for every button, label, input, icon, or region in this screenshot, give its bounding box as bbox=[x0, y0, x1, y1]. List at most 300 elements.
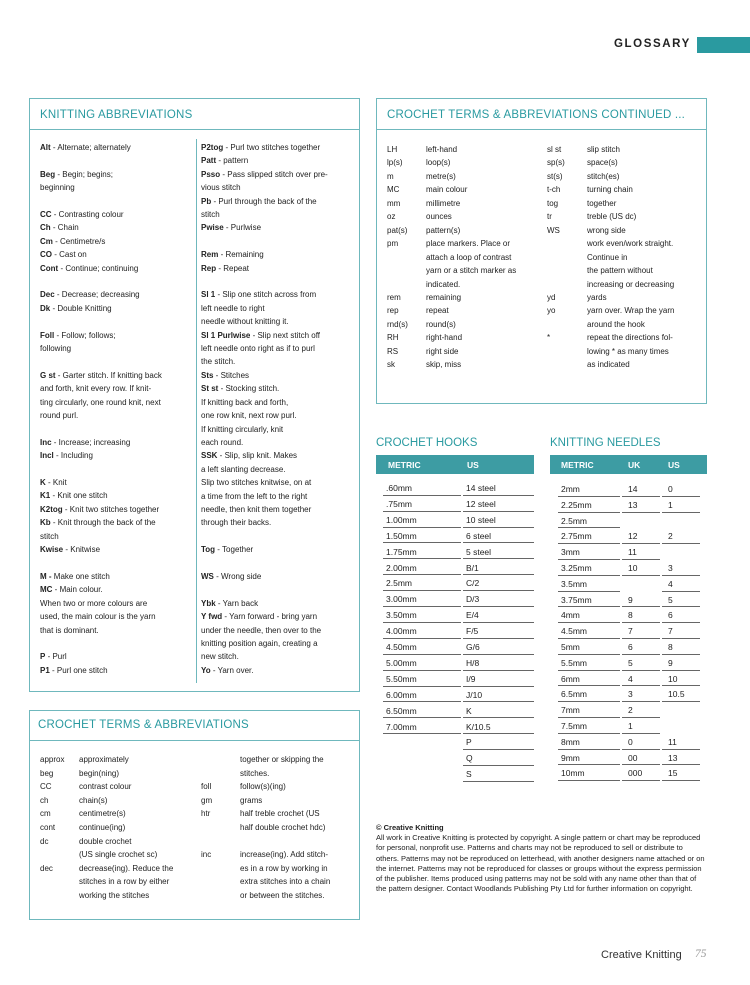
term-abbreviation: yd bbox=[547, 292, 556, 302]
term-definition: yarn over. Wrap the yarn bbox=[587, 306, 675, 316]
abbreviation-entry bbox=[201, 168, 356, 181]
table-cell: P bbox=[466, 737, 472, 748]
table-cell: 6.00mm bbox=[386, 689, 417, 700]
term-abbreviation: cont bbox=[40, 823, 56, 832]
table-cell: 6 bbox=[628, 642, 633, 652]
term-definition: indicated. bbox=[426, 279, 461, 289]
table-cell: 12 bbox=[628, 531, 638, 542]
row-underline bbox=[662, 780, 700, 781]
table-cell: 7 bbox=[628, 626, 633, 637]
term-abbreviation: dec bbox=[40, 863, 53, 873]
term-abbreviation: tog bbox=[547, 198, 559, 208]
table-row bbox=[383, 544, 534, 560]
abbreviation-entry bbox=[40, 181, 192, 194]
table-cell: 2.75mm bbox=[561, 531, 592, 542]
term-definition: lowing * as many times bbox=[587, 346, 669, 356]
abbreviation-definition: vious stitch bbox=[201, 183, 241, 193]
table-cell: 10.5 bbox=[668, 689, 685, 700]
abbreviation-entry bbox=[40, 543, 192, 556]
abbreviation-definition: If knitting back and forth, bbox=[201, 397, 289, 407]
abbreviation-definition: needle without knitting it. bbox=[201, 317, 289, 327]
term-abbreviation: cm bbox=[40, 809, 51, 819]
table-row bbox=[383, 480, 534, 496]
spacer bbox=[40, 154, 192, 167]
abbreviation-term: Sl 1 Purlwise bbox=[201, 330, 251, 340]
table-cell: C/2 bbox=[466, 578, 480, 589]
abbreviation-term: Dk bbox=[40, 303, 51, 313]
abbreviation-definition: each round. bbox=[201, 437, 244, 447]
table-cell: 1 bbox=[668, 499, 673, 510]
table-cell: 5.00mm bbox=[386, 657, 417, 668]
spacer bbox=[40, 315, 192, 328]
table-cell: 4 bbox=[628, 673, 633, 684]
abbreviation-term: CC bbox=[40, 210, 52, 219]
term-definition: millimetre bbox=[426, 198, 461, 208]
abbreviation-definition: the stitch. bbox=[201, 357, 236, 367]
abbreviation-definition: following bbox=[40, 344, 72, 354]
table-cell: 1 bbox=[628, 721, 633, 731]
table-cell: 3.5mm bbox=[561, 578, 587, 589]
table-cell: 10 bbox=[668, 673, 678, 684]
abbreviation-term: K2tog bbox=[40, 504, 63, 514]
abbreviation-entry bbox=[40, 570, 192, 583]
table-row bbox=[558, 718, 707, 734]
term-definition: grams bbox=[240, 795, 263, 805]
table-row bbox=[383, 591, 534, 607]
term-definition: metre(s) bbox=[426, 171, 456, 181]
abbreviation-definition: - Stocking stitch. bbox=[218, 384, 280, 394]
abbreviation-term: K bbox=[40, 478, 46, 488]
table-cell: 11 bbox=[668, 736, 677, 747]
term-abbreviation: rnd(s) bbox=[387, 319, 408, 329]
table-row bbox=[558, 765, 707, 781]
abbreviation-definition: round purl. bbox=[40, 411, 79, 421]
abbreviation-definition: - Purl one stitch bbox=[49, 665, 108, 675]
abbreviation-entry bbox=[201, 221, 356, 234]
abbreviation-entry bbox=[201, 476, 356, 489]
table-row bbox=[558, 497, 707, 513]
table-cell: 6 steel bbox=[466, 530, 492, 541]
table-cell: 0 bbox=[668, 484, 673, 494]
term-definition: double crochet bbox=[79, 836, 132, 846]
table-cell: Q bbox=[466, 753, 473, 764]
abbreviation-entry bbox=[40, 208, 192, 221]
table-cell: 10 steel bbox=[466, 514, 496, 525]
table-cell: 3.25mm bbox=[561, 563, 592, 573]
abbreviation-definition: - Decrease; decreasing bbox=[54, 290, 140, 300]
term-abbreviation: st(s) bbox=[547, 171, 563, 181]
term-definition: left-hand bbox=[426, 145, 458, 154]
term-abbreviation: MC bbox=[387, 185, 400, 195]
term-definition: place markers. Place or bbox=[426, 239, 511, 249]
abbreviation-entry bbox=[40, 530, 192, 543]
term-definition: centimetre(s) bbox=[79, 809, 126, 819]
table-row bbox=[558, 702, 707, 718]
abbreviation-definition: - Repeat bbox=[216, 263, 250, 273]
term-abbreviation: yo bbox=[547, 306, 556, 316]
term-definition: turning chain bbox=[587, 185, 633, 195]
abbreviation-definition: - Follow; follows; bbox=[54, 330, 116, 340]
abbreviation-term: Y fwd bbox=[201, 612, 223, 622]
table-cell: .60mm bbox=[386, 483, 412, 493]
abbreviation-entry bbox=[40, 624, 192, 637]
term-abbreviation: rem bbox=[387, 292, 401, 302]
term-definition: right side bbox=[426, 346, 459, 356]
term-definition: the pattern without bbox=[587, 266, 653, 276]
abbreviation-entry bbox=[201, 664, 356, 677]
term-definition: wrong side bbox=[587, 225, 626, 235]
table-cell: 00 bbox=[628, 752, 638, 763]
term-definition: ounces bbox=[426, 212, 452, 222]
abbreviation-entry bbox=[201, 543, 356, 556]
term-abbreviation: approx bbox=[40, 755, 65, 764]
abbreviation-entry bbox=[40, 449, 192, 462]
term-definition: together bbox=[587, 198, 617, 208]
table-row bbox=[383, 719, 534, 735]
table-cell: 3 bbox=[668, 563, 673, 573]
table-row bbox=[383, 607, 534, 623]
term-definition: yards bbox=[587, 292, 607, 302]
term-definition: increase(ing). Add stitch- bbox=[240, 850, 329, 860]
table-cell: F/5 bbox=[466, 626, 479, 637]
abbreviation-entry bbox=[40, 302, 192, 315]
abbreviation-entry bbox=[201, 637, 356, 650]
abbreviation-term: Rep bbox=[201, 263, 217, 273]
abbreviation-definition: beginning bbox=[40, 183, 75, 193]
term-definition: (US single crochet sc) bbox=[79, 850, 158, 860]
table-cell: D/3 bbox=[466, 594, 480, 605]
abbreviation-entry bbox=[201, 262, 356, 275]
table-cell: 11 bbox=[628, 547, 637, 558]
abbreviation-term: Cont bbox=[40, 263, 59, 273]
knitting-abbreviations-divider bbox=[196, 139, 197, 683]
abbreviation-entry bbox=[201, 490, 356, 503]
table-cell: 0 bbox=[628, 736, 633, 747]
abbreviation-entry bbox=[40, 329, 192, 342]
abbreviation-term: Dec bbox=[40, 290, 55, 300]
abbreviation-term: Kwise bbox=[40, 545, 64, 555]
abbreviation-entry bbox=[40, 489, 192, 502]
glossary-accent-bar bbox=[697, 37, 750, 53]
table-row bbox=[383, 671, 534, 687]
term-definition: yarn or a stitch marker as bbox=[426, 266, 517, 276]
table-cell: .75mm bbox=[386, 498, 412, 509]
knitting-abbreviations-title: KNITTING ABBREVIATIONS bbox=[40, 109, 193, 121]
term-definition: work even/work straight. bbox=[587, 239, 674, 249]
row-underline bbox=[622, 780, 660, 781]
table-cell: 1.75mm bbox=[386, 546, 417, 557]
abbreviation-entry bbox=[40, 288, 192, 301]
abbreviation-definition: - Continue; continuing bbox=[58, 263, 139, 273]
row-underline bbox=[463, 781, 534, 782]
term-definition: extra stitches into a chain bbox=[240, 877, 331, 887]
abbreviation-entry bbox=[40, 610, 192, 623]
abbreviation-entry bbox=[40, 141, 192, 154]
term-definition: chain(s) bbox=[79, 795, 108, 805]
table-row bbox=[558, 655, 707, 671]
abbreviation-definition: - Slip one stitch across from bbox=[215, 290, 317, 300]
term-definition: treble (US dc) bbox=[587, 212, 637, 222]
crochet-terms-title: CROCHET TERMS & ABBREVIATIONS bbox=[38, 719, 249, 731]
term-definition: Continue in bbox=[587, 252, 628, 262]
table-row bbox=[558, 528, 707, 544]
abbreviation-entry bbox=[40, 476, 192, 489]
abbreviation-definition: stitch bbox=[40, 531, 59, 541]
table-cell: 12 steel bbox=[466, 498, 496, 509]
table-row bbox=[558, 592, 707, 608]
abbreviation-term: Cm bbox=[40, 236, 53, 246]
term-definition: space(s) bbox=[587, 158, 618, 168]
abbreviation-entry bbox=[201, 396, 356, 409]
abbreviation-definition: When two or more colours are bbox=[40, 598, 148, 608]
abbreviation-term: Sts bbox=[201, 370, 214, 380]
crochet-terms-rule bbox=[29, 740, 360, 741]
page-number: 75 bbox=[695, 948, 707, 960]
abbreviation-entry bbox=[201, 288, 356, 301]
term-definition: begin(ning) bbox=[79, 768, 120, 778]
abbreviation-entry bbox=[201, 610, 356, 623]
abbreviation-entry bbox=[201, 423, 356, 436]
abbreviation-definition: left needle to right bbox=[201, 303, 265, 313]
knitting-abbreviations-column-1 bbox=[40, 141, 192, 677]
term-definition: together or skipping the bbox=[240, 755, 324, 764]
abbreviation-entry bbox=[201, 208, 356, 221]
table-cell: 7.00mm bbox=[386, 721, 417, 732]
table-row bbox=[383, 512, 534, 528]
table-cell: 9 bbox=[628, 594, 633, 605]
spacer bbox=[201, 275, 356, 288]
table-cell: 000 bbox=[628, 768, 643, 779]
term-definition: loop(s) bbox=[426, 158, 451, 168]
table-row bbox=[558, 639, 707, 655]
abbreviation-definition: - Garter stitch. If knitting back bbox=[55, 370, 162, 380]
term-definition: repeat bbox=[426, 306, 449, 316]
term-abbreviation: t-ch bbox=[547, 185, 561, 195]
abbreviation-definition: Make one stitch bbox=[51, 571, 110, 581]
abbreviation-term: MC bbox=[40, 585, 53, 595]
table-cell: 2mm bbox=[561, 484, 580, 494]
abbreviation-definition: stitch bbox=[201, 210, 220, 220]
spacer bbox=[40, 355, 192, 368]
abbreviation-definition: needle, then knit them together bbox=[201, 504, 312, 514]
abbreviation-definition: used, the main colour is the yarn bbox=[40, 612, 156, 622]
term-definition: remaining bbox=[426, 292, 462, 302]
term-definition: right-hand bbox=[426, 333, 463, 343]
abbreviation-definition: - Yarn back bbox=[215, 598, 259, 608]
table-row bbox=[558, 576, 707, 592]
table-row bbox=[558, 686, 707, 702]
table-cell: 4.50mm bbox=[386, 642, 417, 652]
table-cell: 5 bbox=[668, 594, 673, 605]
spacer bbox=[40, 637, 192, 650]
table-cell: I/9 bbox=[466, 673, 476, 684]
abbreviation-definition: ting circularly, one round knit, next bbox=[40, 397, 161, 407]
term-abbreviation: sk bbox=[387, 360, 395, 370]
abbreviation-definition: - Stitches bbox=[213, 370, 250, 380]
knitting-abbreviations-rule bbox=[29, 129, 360, 130]
table-cell: H/8 bbox=[466, 657, 480, 668]
table-cell: 10 bbox=[628, 563, 638, 573]
spacer bbox=[40, 275, 192, 288]
table-cell: 5.50mm bbox=[386, 673, 417, 684]
table-cell: 5.5mm bbox=[561, 657, 587, 668]
abbreviation-term: Patt bbox=[201, 156, 217, 166]
abbreviation-entry bbox=[40, 583, 192, 596]
table-cell: 13 bbox=[628, 499, 638, 510]
term-abbreviation: oz bbox=[387, 212, 396, 222]
abbreviation-entry bbox=[40, 503, 192, 516]
term-abbreviation: pat(s) bbox=[387, 225, 408, 235]
term-definition: increasing or decreasing bbox=[587, 279, 675, 289]
term-abbreviation: foll bbox=[201, 782, 212, 792]
term-definition: half double crochet hdc) bbox=[240, 823, 326, 832]
table-cell: 8mm bbox=[561, 736, 580, 747]
abbreviation-entry bbox=[201, 195, 356, 208]
abbreviation-entry bbox=[40, 248, 192, 261]
abbreviation-term: Ch bbox=[40, 223, 51, 233]
term-abbreviation: pm bbox=[387, 239, 399, 249]
abbreviation-entry bbox=[40, 516, 192, 529]
spacer bbox=[40, 463, 192, 476]
term-abbreviation: CC bbox=[40, 782, 52, 792]
table-cell: 2.5mm bbox=[561, 515, 587, 526]
table-cell: 10mm bbox=[561, 768, 585, 779]
table-row bbox=[383, 560, 534, 576]
table-row bbox=[558, 750, 707, 766]
term-abbreviation: ch bbox=[40, 795, 49, 805]
abbreviation-entry bbox=[201, 597, 356, 610]
abbreviation-definition: - Alternate; alternately bbox=[50, 143, 131, 152]
abbreviation-term: Tog bbox=[201, 545, 216, 555]
abbreviation-definition: - Contrasting colour bbox=[51, 210, 124, 219]
table-cell: 9 bbox=[668, 657, 673, 668]
abbreviation-definition: - Double Knitting bbox=[50, 303, 112, 313]
table-cell: 3.00mm bbox=[386, 594, 417, 605]
crochet-hooks-header bbox=[376, 455, 534, 474]
footer-magazine-name: Creative Knitting bbox=[601, 949, 682, 961]
table-cell: 2.5mm bbox=[386, 578, 412, 589]
abbreviation-definition: - Remaining bbox=[218, 250, 264, 260]
abbreviation-term: SSK bbox=[201, 451, 218, 461]
crochet-terms-continued-rule bbox=[376, 129, 707, 130]
abbreviation-definition: under the needle, then over to the bbox=[201, 625, 322, 635]
abbreviation-term: G st bbox=[40, 370, 56, 380]
abbreviation-entry bbox=[40, 436, 192, 449]
abbreviation-term: Yo bbox=[201, 665, 211, 675]
table-row bbox=[558, 623, 707, 639]
abbreviation-entry bbox=[40, 664, 192, 677]
abbreviation-term: K1 bbox=[40, 491, 51, 501]
table-cell: 3mm bbox=[561, 547, 580, 558]
abbreviation-definition: - Pass slipped stitch over pre- bbox=[220, 169, 328, 179]
abbreviation-definition: a time from the left to the right bbox=[201, 491, 308, 501]
table-cell: 7 bbox=[668, 626, 673, 637]
table-cell: 5 bbox=[628, 657, 633, 668]
table-cell: 1.00mm bbox=[386, 514, 417, 525]
table-cell: 7.5mm bbox=[561, 721, 587, 731]
term-definition: skip, miss bbox=[426, 360, 462, 370]
knitting-abbreviations-column-2 bbox=[201, 141, 356, 677]
abbreviation-term: Ybk bbox=[201, 598, 216, 608]
term-abbreviation: * bbox=[547, 333, 551, 343]
abbreviation-term: Pwise bbox=[201, 223, 224, 233]
table-cell: 3.75mm bbox=[561, 594, 592, 605]
table-cell: K bbox=[466, 705, 472, 716]
abbreviation-entry bbox=[201, 503, 356, 516]
needles-us-header: US bbox=[668, 460, 680, 470]
abbreviation-definition: - Knit two stitches together bbox=[62, 504, 160, 514]
term-abbreviation: gm bbox=[201, 795, 213, 805]
abbreviation-definition: - Begin; begins; bbox=[55, 169, 113, 179]
abbreviation-definition: - Purl through the back of the bbox=[211, 196, 317, 206]
term-definition: approximately bbox=[79, 755, 129, 764]
abbreviation-definition: - Centimetre/s bbox=[52, 236, 106, 246]
table-cell: 14 bbox=[628, 484, 638, 494]
abbreviation-term: P1 bbox=[40, 665, 50, 675]
abbreviation-term: Pb bbox=[201, 196, 212, 206]
needles-metric-header: METRIC bbox=[561, 460, 594, 470]
table-cell: K/10.5 bbox=[466, 721, 491, 732]
abbreviation-entry bbox=[201, 570, 356, 583]
table-row bbox=[383, 766, 534, 782]
table-cell: 5mm bbox=[561, 642, 580, 652]
copyright-heading: © Creative Knitting bbox=[376, 823, 444, 832]
abbreviation-entry bbox=[201, 650, 356, 663]
term-abbreviation: RS bbox=[387, 346, 399, 356]
table-row bbox=[383, 687, 534, 703]
table-cell: 9mm bbox=[561, 752, 580, 763]
abbreviation-definition: - Knitwise bbox=[63, 545, 101, 555]
table-cell: E/4 bbox=[466, 610, 479, 621]
abbreviation-definition: - Purl two stitches together bbox=[223, 143, 321, 152]
abbreviation-entry bbox=[201, 355, 356, 368]
table-cell: 6mm bbox=[561, 673, 580, 684]
abbreviation-definition: a left slanting decrease. bbox=[201, 464, 286, 474]
abbreviation-definition: knitting position again, creating a bbox=[201, 638, 318, 648]
table-row bbox=[383, 750, 534, 766]
abbreviation-entry bbox=[201, 369, 356, 382]
abbreviation-definition: - Slip, slip knit. Makes bbox=[217, 451, 298, 461]
term-definition: decrease(ing). Reduce the bbox=[79, 863, 174, 873]
table-cell: 8 bbox=[668, 642, 673, 652]
term-definition: around the hook bbox=[587, 319, 645, 329]
term-definition: follow(s)(ing) bbox=[240, 782, 286, 792]
table-cell: 2.00mm bbox=[386, 562, 417, 573]
abbreviation-definition: that is dominant. bbox=[40, 625, 99, 635]
abbreviation-term: P bbox=[40, 652, 46, 662]
abbreviation-entry bbox=[40, 221, 192, 234]
table-row bbox=[383, 734, 534, 750]
term-abbreviation: sl st bbox=[547, 145, 562, 154]
table-row bbox=[558, 481, 707, 497]
term-abbreviation: mm bbox=[387, 198, 401, 208]
table-row bbox=[383, 655, 534, 671]
term-definition: stitches. bbox=[240, 768, 270, 778]
table-cell: 2.25mm bbox=[561, 499, 592, 510]
table-cell: 13 bbox=[668, 752, 678, 763]
abbreviation-entry bbox=[40, 597, 192, 610]
term-definition: as indicated bbox=[587, 360, 630, 370]
table-cell: 8 bbox=[628, 610, 633, 621]
needles-uk-header: UK bbox=[628, 460, 641, 470]
abbreviation-definition: - Yarn over. bbox=[210, 665, 254, 675]
abbreviation-definition: and forth, knit every row. If knit- bbox=[40, 384, 152, 394]
spacer bbox=[40, 422, 192, 435]
abbreviation-definition: If knitting circularly, knit bbox=[201, 424, 284, 434]
knitting-needles-header bbox=[550, 455, 707, 474]
table-cell: 15 bbox=[668, 768, 678, 779]
table-cell: J/10 bbox=[466, 689, 483, 700]
